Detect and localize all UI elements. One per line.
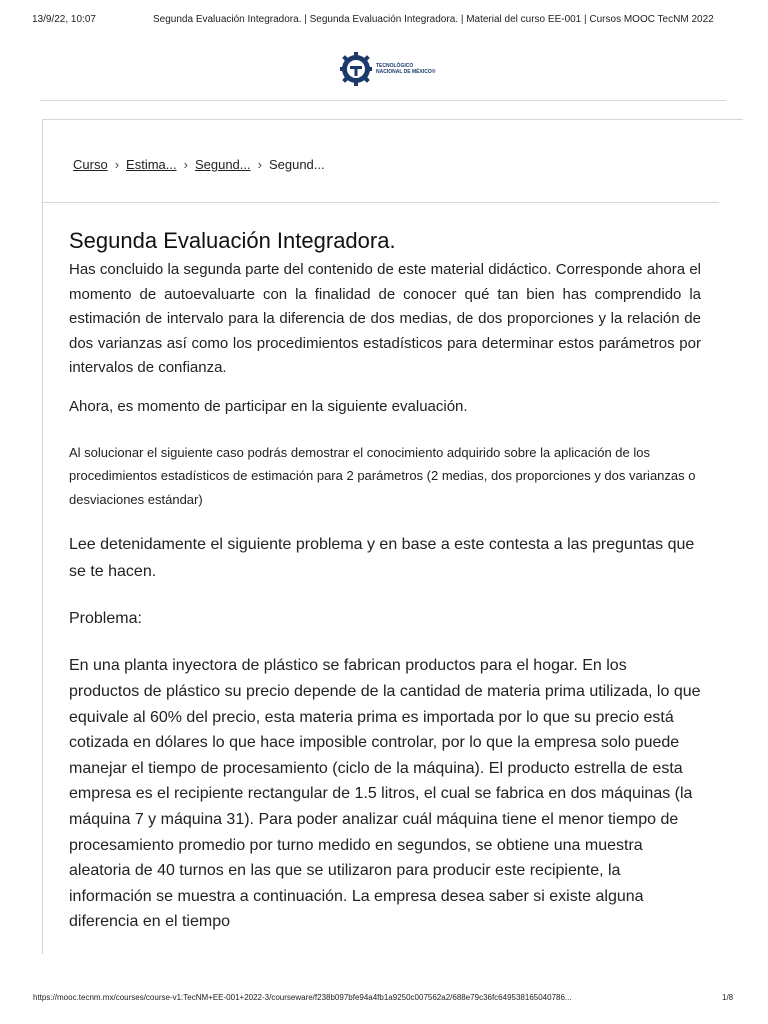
page-title: Segunda Evaluación Integradora. xyxy=(69,228,396,253)
tecnm-logo xyxy=(340,52,435,86)
chevron-right-icon: › xyxy=(183,157,188,172)
breadcrumb-course[interactable]: Curso xyxy=(73,157,108,172)
print-title: Segunda Evaluación Integradora. | Segunda Evaluación Integradora. | Material del curso EE-001 | Cursos MOOC TecNM 2022 xyxy=(153,14,714,25)
tecnm-gear-icon xyxy=(340,52,372,86)
header-divider xyxy=(40,100,726,101)
print-page-number: 1/8 xyxy=(722,993,734,1002)
chevron-right-icon: › xyxy=(257,157,262,172)
print-date: 13/9/22, 10:07 xyxy=(32,14,96,25)
unit-content xyxy=(69,224,701,935)
problem-paragraph: En una planta inyectora de plástico se fabrican productos para el hogar. En los productos de plástico su precio depende de la cantidad de materia prima utilizada, lo que equivale al 60% del precio, esta materia prima es importada por lo que su precio está cotizada en dólares lo que hace imposible controlar, por lo que la empresa solo puede manejar el tiempo de procesamiento (ciclo de la máquina). El producto estrella de esta empresa es el recipiente rectangular de 1.5 litros, el cual se fabrica en dos máquinas (la máquina 7 y máquina 31). Para poder analizar cuál máquina tiene el menor tiempo de procesamiento promedio por turno medido en segundos, se obtiene una muestra aleatoria de 40 turnos en las que se utilizaron para producir este recipiente, la información se muestra a continuación. La empresa desea saber si existe alguna diferencia en el tiempo xyxy=(69,657,701,931)
logo-line2: NACIONAL DE MÉXICO® xyxy=(376,69,436,75)
read-paragraph: Lee detenidamente el siguiente problema y en base a este contesta a las preguntas que se te hacen. xyxy=(69,536,695,581)
breadcrumb-section[interactable]: Estima... xyxy=(126,157,177,172)
problem-label: Problema: xyxy=(69,610,142,628)
breadcrumb xyxy=(73,157,325,172)
print-url: https://mooc.tecnm.mx/courses/course-v1:TecNM+EE-001+2022-3/courseware/f238b097bfe94a4fb1a9250c007562a2/688e79c36fc649538165040786... xyxy=(33,993,572,1002)
intro-paragraph: Has concluido la segunda parte del contenido de este material didáctico. Corresponde ahora el momento de autoevaluarte con la finalidad de conocer qué tan bien has comprendido la estimación de intervalo para la diferencia de dos medias, de dos proporciones y la relación de dos varianzas así como los procedimientos estadísticos para determinar estos parámetros por intervalos de confianza. xyxy=(69,261,701,377)
logo-text xyxy=(376,63,435,75)
logo-line1: TECNOLÓGICO xyxy=(376,63,414,69)
breadcrumb-current: Segund... xyxy=(268,157,325,172)
breadcrumb-divider xyxy=(42,202,719,203)
evaluation-paragraph: Ahora, es momento de participar en la siguiente evaluación. xyxy=(69,397,468,415)
chevron-right-icon: › xyxy=(114,157,120,172)
breadcrumb-subsection[interactable]: Segund... xyxy=(194,157,251,172)
solve-paragraph: Al solucionar el siguiente caso podrás demostrar el conocimiento adquirido sobre la aplicación de los procedimientos estadísticos de estimación para 2 parámetros (2 medias, dos proporciones y dos varianzas o desviaciones estándar) xyxy=(69,444,696,507)
